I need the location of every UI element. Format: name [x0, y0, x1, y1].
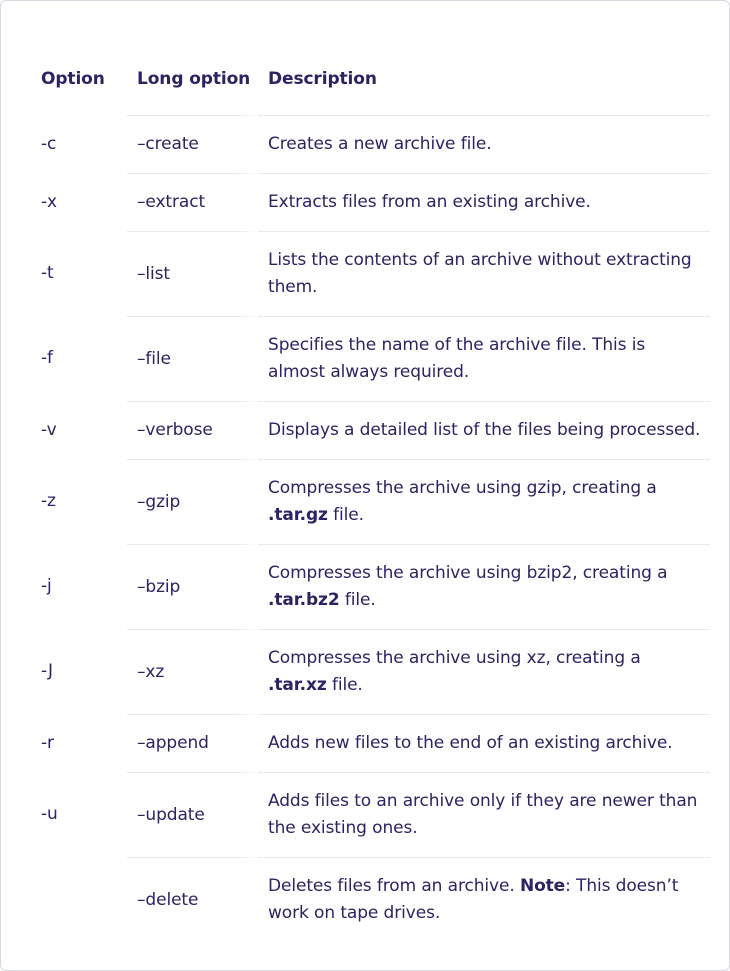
table-row — [29, 857, 710, 942]
table-row — [29, 459, 710, 544]
long-option-cell: –extract — [127, 173, 258, 231]
description-text: file. — [327, 505, 364, 525]
description-text: Deletes files from an archive. — [268, 876, 520, 896]
header-long-option: Long option — [137, 69, 251, 89]
option-cell: -c — [41, 133, 57, 154]
description-text: Lists the contents of an archive without extracting them. — [268, 250, 692, 297]
option-cell: -v — [41, 419, 57, 440]
option-cell: -j — [41, 576, 52, 596]
long-option-cell: –verbose — [127, 401, 258, 459]
long-option-cell: –gzip — [127, 459, 258, 544]
long-option-cell: –append — [127, 714, 258, 772]
header-description: Description — [268, 69, 377, 89]
description-cell — [258, 629, 710, 714]
description-cell — [258, 459, 710, 544]
long-option-cell: –update — [127, 772, 258, 857]
header-option: Option — [41, 69, 105, 89]
option-cell: -z — [41, 491, 56, 511]
description-bold-text: .tar.xz — [268, 675, 327, 695]
table-row — [29, 714, 710, 772]
option-cell: -f — [41, 348, 53, 368]
long-option-cell: –list — [127, 231, 258, 316]
long-option-cell: –create — [127, 115, 258, 173]
option-cell: -t — [41, 263, 54, 283]
description-cell — [258, 316, 710, 401]
description-bold-text: .tar.gz — [268, 505, 328, 525]
table-header-row — [29, 44, 710, 115]
table-row — [29, 629, 710, 714]
table-row — [29, 544, 710, 629]
long-option-cell: –file — [127, 316, 258, 401]
description-cell — [258, 173, 710, 231]
description-cell — [258, 115, 710, 173]
description-cell — [258, 401, 710, 459]
description-bold-text: Note — [519, 876, 566, 896]
description-cell — [258, 772, 710, 857]
description-text: : This doesn’t work on tape drives. — [268, 876, 679, 923]
long-option-cell: –delete — [127, 857, 258, 942]
table-row — [29, 231, 710, 316]
description-text: Compresses the archive using gzip, creating a — [268, 478, 657, 498]
table-row — [29, 115, 710, 173]
description-text: Compresses the archive using xz, creating a — [268, 648, 641, 668]
option-cell: -x — [41, 191, 57, 212]
description-text: Adds files to an archive only if they are newer than the existing ones. — [268, 791, 698, 838]
long-option-cell: –xz — [127, 629, 258, 714]
description-cell — [258, 857, 710, 942]
description-text: Creates a new archive file. — [268, 134, 492, 154]
description-text: Extracts files from an existing archive. — [268, 192, 591, 212]
long-option-cell: –bzip — [127, 544, 258, 629]
option-cell: -J — [41, 661, 53, 681]
description-cell — [258, 231, 710, 316]
option-cell — [29, 857, 127, 942]
table-row — [29, 772, 710, 857]
tar-options-table — [29, 44, 710, 942]
option-cell: -u — [41, 804, 58, 824]
table-row — [29, 316, 710, 401]
table-row — [29, 401, 710, 459]
description-bold-text: .tar.bz2 — [268, 590, 340, 610]
table-row — [29, 173, 710, 231]
description-text: Adds new files to the end of an existing archive. — [268, 733, 673, 753]
description-text: Specifies the name of the archive file. This is almost always required. — [268, 335, 646, 382]
description-text: file. — [326, 675, 363, 695]
description-text: Compresses the archive using bzip2, creating a — [268, 563, 668, 583]
description-text: Displays a detailed list of the files being processed. — [268, 420, 701, 440]
description-cell — [258, 544, 710, 629]
description-text: file. — [339, 590, 376, 610]
option-cell: -r — [41, 732, 54, 753]
description-cell — [258, 714, 710, 772]
